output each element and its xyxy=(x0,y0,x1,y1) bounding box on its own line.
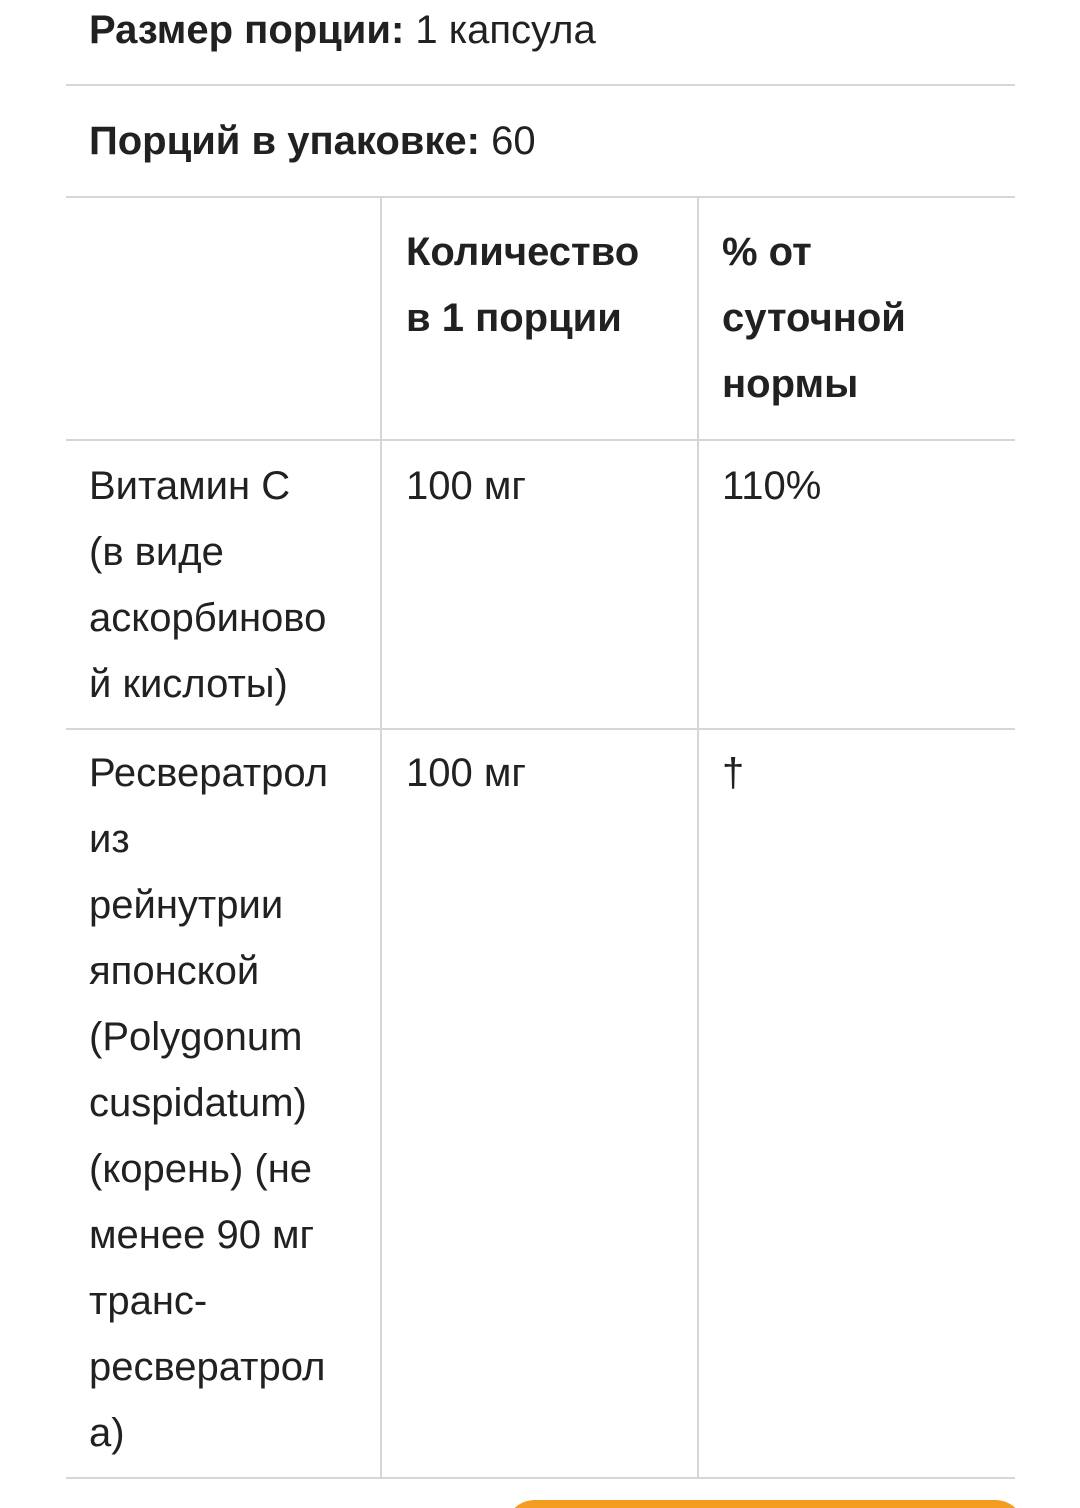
divider xyxy=(66,84,1015,86)
nutrient-daily-value: 110% xyxy=(722,464,822,508)
nutrient-amount: 100 мг xyxy=(406,751,526,795)
add-to-cart-button[interactable] xyxy=(505,1500,1025,1508)
table-header-amount: Количество в 1 порции xyxy=(406,230,640,340)
nutrient-amount: 100 мг xyxy=(406,464,526,508)
servings-per-container-row xyxy=(66,117,1015,165)
nutrient-name: Витамин C (в виде аскорбиново й кислоты) xyxy=(89,464,327,706)
serving-size-value: 1 капсула xyxy=(404,8,596,52)
nutrient-daily-value: † xyxy=(722,751,745,795)
serving-size-label: Размер порции: xyxy=(89,8,405,52)
row-border xyxy=(66,728,1015,730)
servings-per-container-value: 60 xyxy=(479,119,536,163)
serving-size-row xyxy=(66,6,1015,54)
nutrient-name: Ресвератрол из рейнутрии японской (Polygonum cuspidatum) (корень) (не менее 90 мг транс- ресвератрол а) xyxy=(89,751,329,1455)
table-header-daily-value: % от суточной нормы xyxy=(722,230,906,406)
header-row-border xyxy=(66,439,1015,441)
servings-per-container-label: Порций в упаковке: xyxy=(89,119,480,163)
column-divider xyxy=(697,197,699,1478)
table-bottom-border xyxy=(66,1477,1015,1479)
table-top-border xyxy=(66,196,1015,198)
column-divider xyxy=(380,197,382,1478)
